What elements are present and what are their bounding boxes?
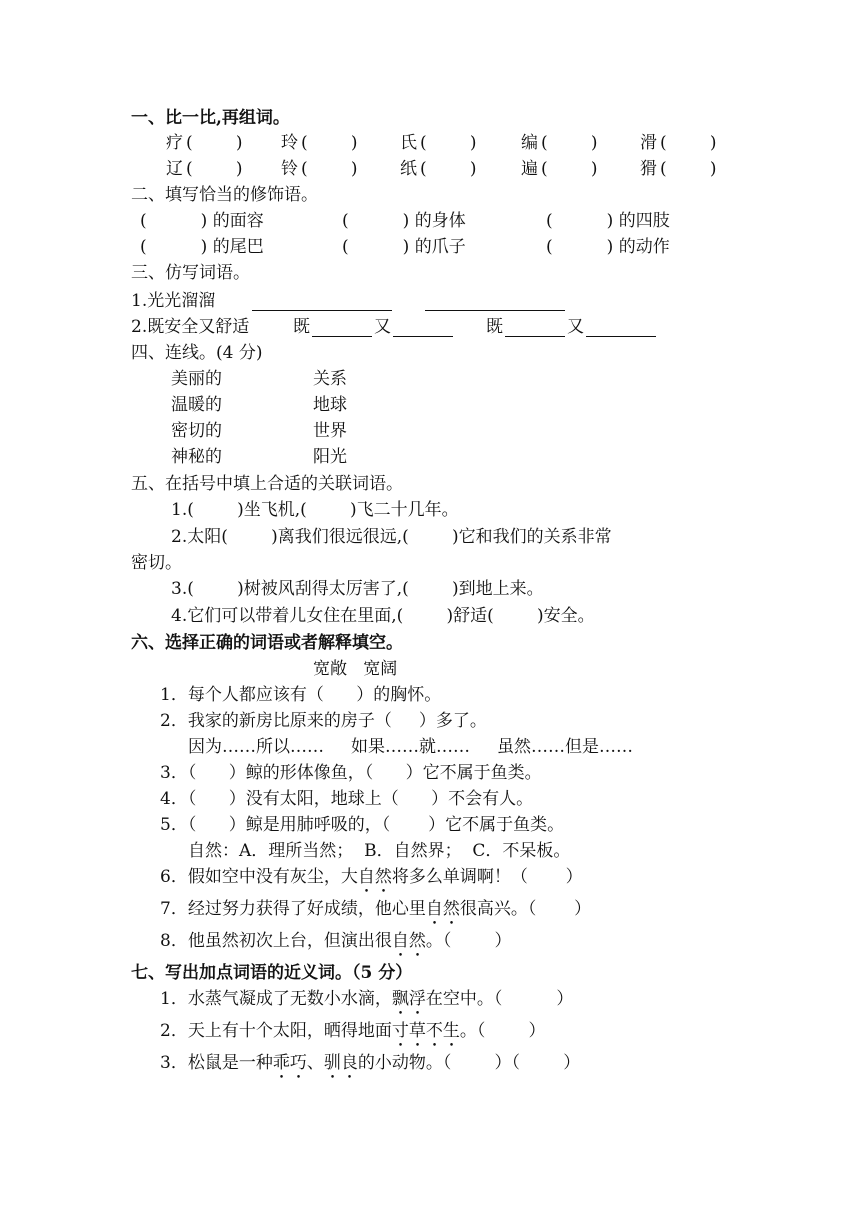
q6-dotted-word: 自然 xyxy=(357,867,392,887)
synonym-q1[interactable] xyxy=(160,986,573,1019)
conj-q2[interactable]: 2.太阳( )离我们很远很远,( )它和我们的关系非常 xyxy=(171,527,612,547)
imitate-q2: 2.既安全又舒适 xyxy=(131,317,250,337)
s1-r1-char: 编 xyxy=(521,133,538,153)
q7-text-a: 7．经过努力获得了好成绩，他心里 xyxy=(160,899,426,919)
s1-r1-paren[interactable]: ( ) xyxy=(420,133,477,153)
s1-r1-char: 氏 xyxy=(400,133,417,153)
s7q3-sep: 、 xyxy=(306,1053,324,1073)
s1-r2-char: 铃 xyxy=(281,159,298,179)
section5-heading: 五、在括号中填上合适的关联词语。 xyxy=(131,474,403,494)
match-left-item[interactable]: 美丽的 xyxy=(171,369,222,389)
choice-q3[interactable]: 3．（ ）鲸的形体像鱼，（ ）它不属于鱼类。 xyxy=(160,763,542,783)
s1-r1-paren[interactable]: ( ) xyxy=(186,133,243,153)
modifier-item[interactable]: ( ) 的尾巴 xyxy=(140,237,264,257)
section4-heading: 四、连线。(4 分) xyxy=(131,343,263,363)
s1-r2-char: 辽 xyxy=(166,159,183,179)
match-right-item[interactable]: 阳光 xyxy=(313,447,347,467)
s7q3-text-b: 的小动物。（ ）（ ） xyxy=(357,1053,581,1073)
section6-heading: 六、选择正确的词语或者解释填空。 xyxy=(131,633,403,653)
conj-q2-cont: 密切。 xyxy=(131,553,182,573)
s7q3-dotted-word-2: 驯良 xyxy=(323,1053,358,1073)
imitate-blank[interactable] xyxy=(312,318,372,337)
s7q1-dotted-word: 飘浮 xyxy=(391,989,426,1009)
match-left-item[interactable]: 密切的 xyxy=(171,421,222,441)
s1-r1-paren[interactable]: ( ) xyxy=(301,133,358,153)
imitate-blank[interactable] xyxy=(586,318,656,337)
s1-r1-paren[interactable]: ( ) xyxy=(660,133,717,153)
word-choices-1: 宽敞 宽阔 xyxy=(313,659,398,679)
q7-text-b: 很高兴。（ ） xyxy=(459,899,592,919)
imitate-blank[interactable] xyxy=(505,318,565,337)
modifier-item[interactable]: ( ) 的爪子 xyxy=(342,237,466,257)
match-right-item[interactable]: 世界 xyxy=(313,421,347,441)
q6-text-a: 6．假如空中没有灰尘，大 xyxy=(160,867,358,887)
q8-text-b: 。（ ） xyxy=(425,931,512,951)
s1-r1-paren[interactable]: ( ) xyxy=(541,133,598,153)
ji-label: 既 xyxy=(293,317,310,337)
s7q2-text-b: 。（ ） xyxy=(459,1021,546,1041)
s7q2-dotted-word: 寸草不生 xyxy=(391,1021,460,1041)
q7-dotted-word: 自然 xyxy=(425,899,460,919)
synonym-q3[interactable] xyxy=(160,1050,580,1083)
s7q3-text-a: 3．松鼠是一种 xyxy=(160,1053,273,1073)
s1-r2-paren[interactable]: ( ) xyxy=(660,159,717,179)
modifier-item[interactable]: ( ) 的动作 xyxy=(546,237,670,257)
match-right-item[interactable]: 关系 xyxy=(313,369,347,389)
conj-q1[interactable]: 1.( )坐飞机,( )飞二十几年。 xyxy=(171,500,459,520)
you-label: 又 xyxy=(374,317,391,337)
modifier-item[interactable]: ( ) 的四肢 xyxy=(546,211,670,231)
s1-r2-char: 纸 xyxy=(400,159,417,179)
choice-q2[interactable]: 2．我家的新房比原来的房子（ ）多了。 xyxy=(160,711,487,731)
match-left-item[interactable]: 温暖的 xyxy=(171,395,222,415)
choice-q8[interactable] xyxy=(160,928,512,961)
choice-q6[interactable] xyxy=(160,864,583,897)
imitate-blank[interactable] xyxy=(425,292,565,311)
match-left-item[interactable]: 神秘的 xyxy=(171,447,222,467)
section7-heading: 七、写出加点词语的近义词。（5 分） xyxy=(131,963,413,983)
s1-r1-char: 疗 xyxy=(166,133,183,153)
word-choices-2: 因为……所以…… 如果……就…… 虽然……但是…… xyxy=(188,737,634,757)
choice-q1[interactable]: 1．每个人都应该有（ ）的胸怀。 xyxy=(160,685,442,705)
s1-r2-paren[interactable]: ( ) xyxy=(301,159,358,179)
s7q1-text-a: 1．水蒸气凝成了无数小水滴， xyxy=(160,989,392,1009)
s1-r2-char: 猾 xyxy=(640,159,657,179)
q8-dotted-word: 自然 xyxy=(391,931,426,951)
choice-q4[interactable]: 4．（ ）没有太阳，地球上（ ）不会有人。 xyxy=(160,789,534,809)
modifier-item[interactable]: ( ) 的身体 xyxy=(342,211,466,231)
q8-text-a: 8．他虽然初次上台，但演出很 xyxy=(160,931,392,951)
imitate-blank[interactable] xyxy=(393,318,453,337)
section1-heading: 一、比一比,再组词。 xyxy=(131,108,290,128)
s1-r2-paren[interactable]: ( ) xyxy=(541,159,598,179)
s1-r1-char: 玲 xyxy=(281,133,298,153)
s7q3-dotted-word-1: 乖巧 xyxy=(272,1053,307,1073)
imitate-blank[interactable] xyxy=(252,292,392,311)
definitions: 自然：A．理所当然； B．自然界； C．不呆板。 xyxy=(188,841,571,861)
s7q2-text-a: 2．天上有十个太阳，晒得地面 xyxy=(160,1021,392,1041)
conj-q3[interactable]: 3.( )树被风刮得太厉害了,( )到地上来。 xyxy=(171,579,544,599)
ji-label: 既 xyxy=(486,317,503,337)
modifier-item[interactable]: ( ) 的面容 xyxy=(140,211,264,231)
synonym-q2[interactable] xyxy=(160,1018,546,1051)
choice-q5[interactable]: 5．（ ）鲸是用肺呼吸的，（ ）它不属于鱼类。 xyxy=(160,815,565,835)
section3-heading: 三、仿写词语。 xyxy=(131,263,250,283)
s1-r1-char: 滑 xyxy=(640,133,657,153)
you-label: 又 xyxy=(567,317,584,337)
match-right-item[interactable]: 地球 xyxy=(313,395,347,415)
s1-r2-paren[interactable]: ( ) xyxy=(420,159,477,179)
s1-r2-paren[interactable]: ( ) xyxy=(186,159,243,179)
imitate-q1: 1.光光溜溜 xyxy=(131,291,216,311)
conj-q4[interactable]: 4.它们可以带着儿女住在里面,( )舒适( )安全。 xyxy=(171,606,595,626)
section2-heading: 二、填写恰当的修饰语。 xyxy=(131,185,318,205)
s1-r2-char: 遍 xyxy=(521,159,538,179)
s7q1-text-b: 在空中。（ ） xyxy=(425,989,574,1009)
q6-text-b: 将多么单调啊！（ ） xyxy=(391,867,583,887)
choice-q7[interactable] xyxy=(160,896,591,929)
